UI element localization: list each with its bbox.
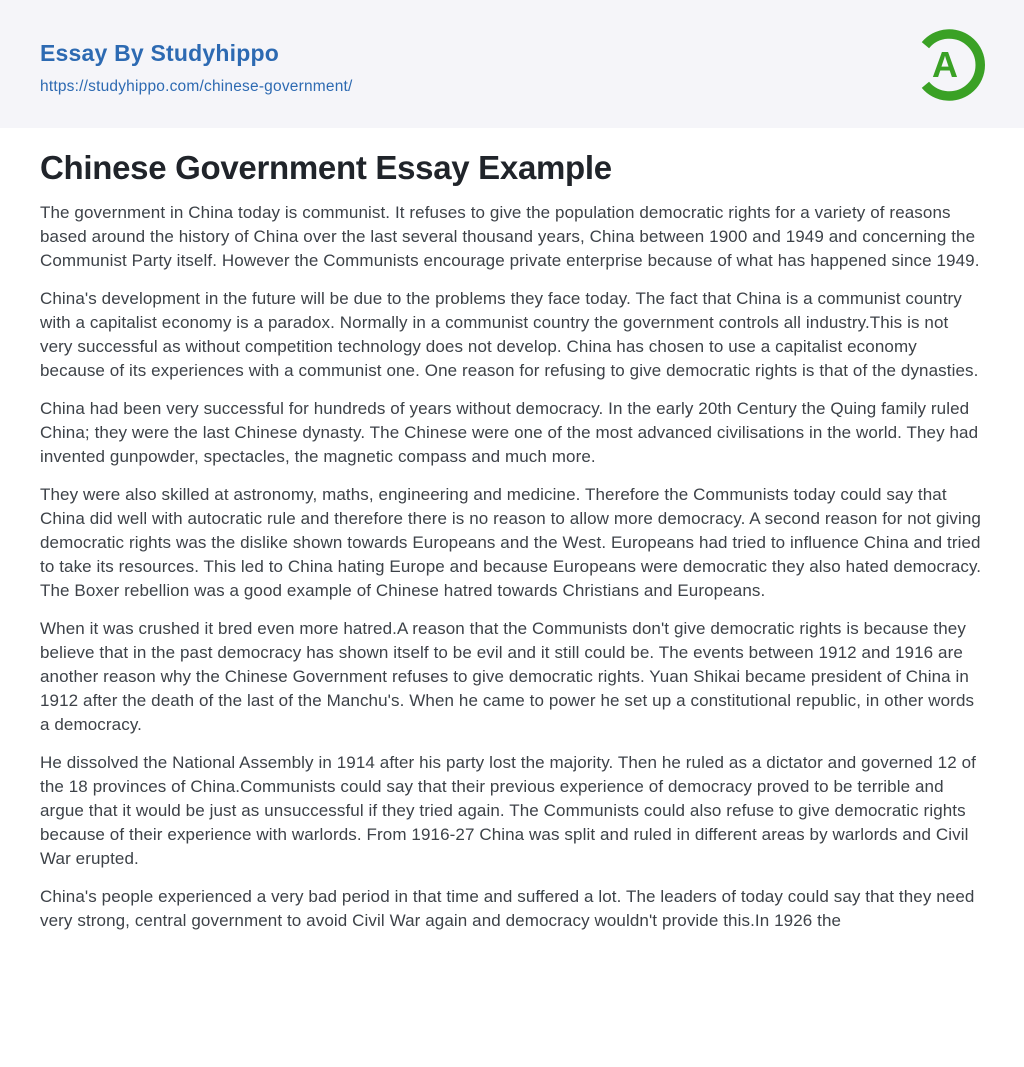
essay-body — [40, 201, 984, 933]
page-title: Chinese Government Essay Example — [40, 149, 612, 186]
article-content — [0, 149, 1024, 933]
essay-paragraph: China had been very successful for hundreds of years without democracy. In the early 20th Century the Quing family ruled China; they were the last Chinese dynasty. The Chinese were one of the most advanced civilisations in the world. They had invented gunpowder, spectacles, the magnetic compass and much more. — [40, 399, 979, 466]
source-url-link[interactable]: https://studyhippo.com/chinese-government/ — [40, 78, 353, 95]
byline: Essay By Studyhippo — [40, 40, 279, 66]
essay-paragraph: He dissolved the National Assembly in 1914 after his party lost the majority. Then he ruled as a dictator and governed 12 of the 18 provinces of China.Communists could say that their previous experience of democracy proved to be terrible and argue that it would be just as unsuccessful if they tried again. The Communists could also refuse to give democratic rights because of their experience with warlords. From 1916-27 China was split and ruled in different areas by warlords and Civil War erupted. — [40, 753, 976, 868]
essay-paragraph: When it was crushed it bred even more hatred.A reason that the Communists don't give democratic rights is because they believe that in the past democracy has shown itself to be evil and it still could be. The events between 1912 and 1916 are another reason why the Chinese Government refuses to give democratic rights. Yuan Shikai became president of China in 1912 after the death of the last of the Manchu's. When he came to power he set up a constitutional republic, in other words a democracy. — [40, 619, 975, 734]
essay-paragraph: China's development in the future will be due to the problems they face today. The fact that China is a communist country with a capitalist economy is a paradox. Normally in a communist country the government controls all industry.This is not very successful as without competition technology does not develop. China has chosen to use a capitalist economy because of its experiences with a communist one. One reason for refusing to give democratic rights is that of the dynasties. — [40, 289, 979, 380]
logo-letter: A — [932, 44, 958, 85]
essay-paragraph: They were also skilled at astronomy, maths, engineering and medicine. Therefore the Communists today could say that China did well with autocratic rule and therefore there is no reason to allow more democracy. A second reason for not giving democratic rights was the dislike shown towards Europeans and the West. Europeans had tried to influence China and tried to take its resources. This led to China hating Europe and because Europeans were democratic they also hated democracy. The Boxer rebellion was a good example of Chinese hatred towards Christians and Europeans. — [40, 485, 982, 600]
essay-paragraph: China's people experienced a very bad period in that time and suffered a lot. The leaders of today could say that they need very strong, central government to avoid Civil War again and democracy wouldn't provide this.In 1926 the — [40, 887, 975, 930]
open-circle-a-icon — [910, 26, 988, 104]
essay-paragraph: The government in China today is communist. It refuses to give the population democratic rights for a variety of reasons based around the history of China over the last several thousand years, China between 1900 and 1949 and concerning the Communist Party itself. However the Communists encourage private enterprise because of what has happened since 1949. — [40, 203, 980, 270]
header-band — [0, 0, 1024, 128]
studyhippo-logo — [910, 26, 988, 104]
